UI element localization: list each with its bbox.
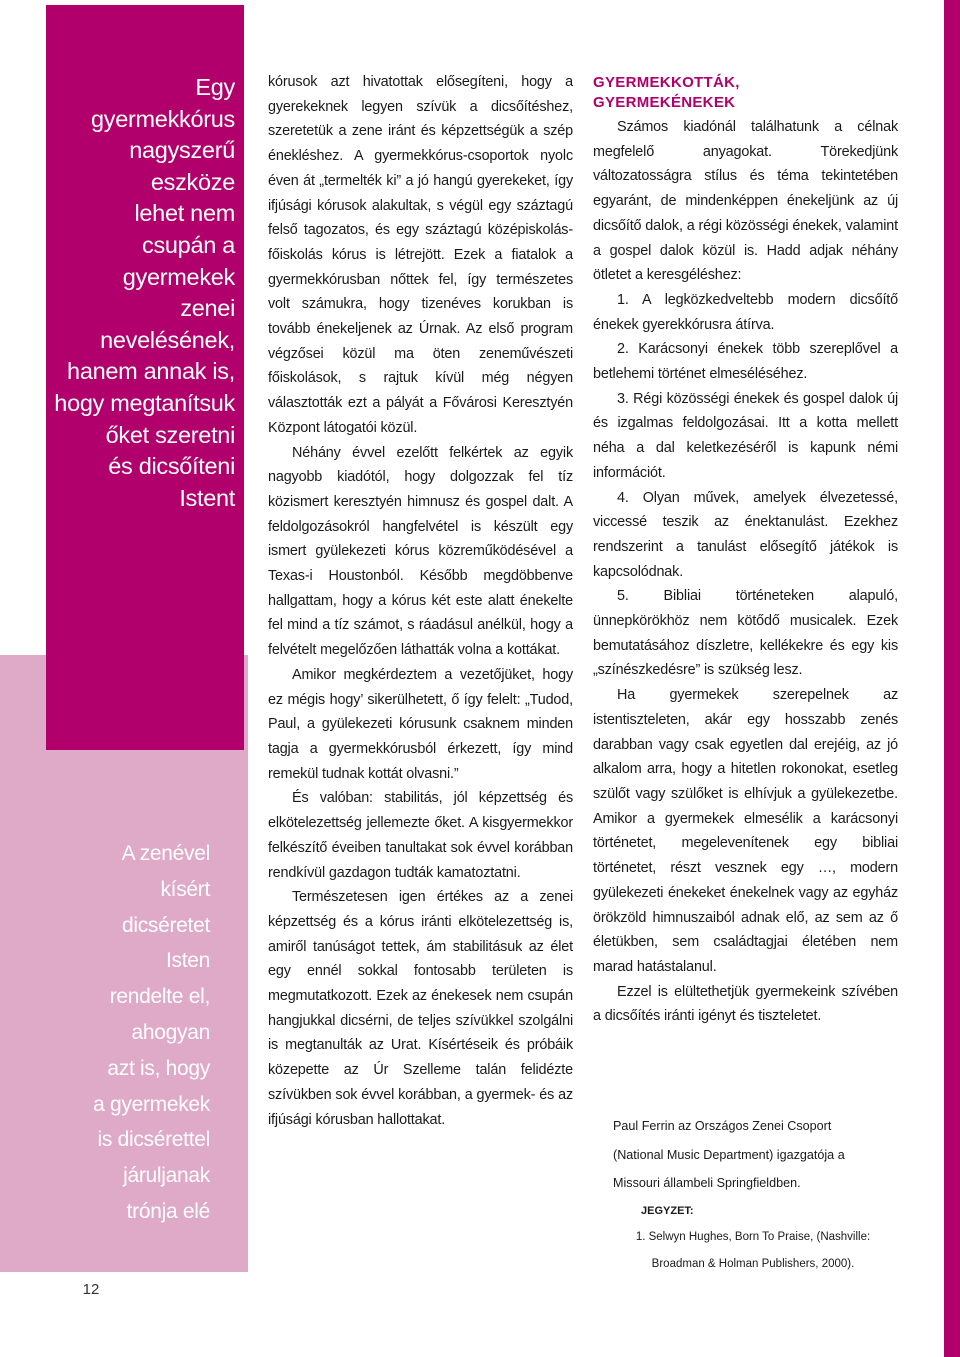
note-title: JEGYZET:	[641, 1205, 694, 1218]
author-bio: Paul Ferrin az Országos Zenei Csoport (National Music Department) igazgatója a Missouri állambeli Springfieldben.	[613, 1119, 845, 1191]
pull-quote-line: gyermekkórus	[91, 105, 235, 132]
body-paragraph: Amikor megkérdeztem a vezetőjüket, hogy ez mégis hogy’ sikerülhetett, ő így felelt: „Tudod, Paul, a gyülekezeti kórusunk csaknem minden tagja a gyermekkórusból érkezett, így mind remekül tudnak kottát olvasni.”	[268, 666, 573, 782]
section-heading-line: GYERMEKÉNEKEK	[593, 94, 736, 111]
pull-quote-line: ahogyan	[131, 1020, 210, 1044]
pull-quote-line: őket szeretni	[105, 421, 235, 448]
pull-quote-line: Isten	[165, 949, 210, 973]
section-heading-line: GYERMEKKOTTÁK,	[593, 74, 740, 91]
pull-quote-line: és dicsőíteni	[108, 453, 235, 480]
body-paragraph: Ezzel is elültethetjük gyermekeink szívében a dicsőítés iránti igényt és tiszteletet.	[593, 983, 898, 1025]
pull-quote-line: Egy	[195, 74, 235, 100]
right-text-column	[593, 73, 898, 1029]
pull-quote-line: járuljanak	[123, 1164, 210, 1188]
list-item: 5. Bibliai történeteken alapuló, ünnepkörökhöz nem kötődő musicalek. Ezek bemutatásához díszletre, kellékekre és egy kis „színészkedésre” is szükség lesz.	[593, 588, 898, 679]
pull-quote-line: is dicsérettel	[97, 1128, 210, 1152]
section-heading	[593, 73, 898, 113]
pull-quote-line: Istent	[179, 484, 235, 511]
pull-quote-line: hanem annak is,	[67, 358, 235, 385]
body-paragraph: kórusok azt hivatottak elősegíteni, hogy a gyerekeknek legyen szívük a dicsőítéshez, szeretetük a zene iránt és képzettségük a szép énekléshez. A gyermekkórus-csoportok nyolc éven át „termelték ki” a jó hangú gyerekeket, így ifjúsági kórusok alakultak, s végül egy száztagú felső tagozatos, és egy száztagú középiskolás-főiskolás kórus is létrejött. Ezek a fiatalok a gyermekkórusban nőttek fel, így természetes volt számukra, hogy tizenéves korukban is tovább énekeljenek az Úrnak. Az első program végzősei közül ma öten zeneművészeti főiskolások, s rajtuk kívül még négyen választották ezt a pályát a Fővárosi Keresztyén Központ látogatói közül.	[268, 74, 573, 436]
author-bio-block	[613, 1112, 883, 1278]
pull-quote-line: nagyszerű	[129, 137, 235, 164]
right-edge-strip	[944, 0, 960, 1357]
middle-text-column	[268, 70, 573, 1132]
list-item: 2. Karácsonyi énekek több szereplővel a betlehemi történet elmeséléséhez.	[593, 341, 898, 383]
body-paragraph: Természetesen igen értékes az a zenei képzettség és a kórus iránti elkötelezettség is, amiről tanúságot tettek, ám stabilitásuk az élet egy ennél sokkal fontosabb területen is megmutatkozott. Ezek az énekesek nem csupán hangjukkal dicsérni, de teljes szívükkel szolgálni is megtanulták az Urat. Kísértéseik és próbáik közepette az Úr Szelleme talán felidézte szívükben sok évvel korábban, a gyermek- és az ifjúsági kórusban hallottakat.	[268, 889, 573, 1128]
body-paragraph: Néhány évvel ezelőtt felkértek az egyik nagyobb kiadótól, hogy dolgozzak fel tíz közismert keresztyén himnusz és gospel dalt. A feldolgozásokról hangfelvétel is készült egy ismert gyülekezeti kórus közreműködésével a Texas-i Houstonból. Később megdöbbenve hallgattam, hogy a kórus két este alatt énekelte fel mind a tíz számot, s ráadásul anélkül, hogy a felvételt megelőzően láthatták volna a kottákat.	[268, 444, 573, 659]
pull-quote-top	[46, 72, 235, 514]
pull-quote-line: azt is, hogy	[107, 1056, 210, 1080]
page-number: 12	[82, 1281, 100, 1298]
pull-quote-line: lehet nem	[134, 200, 235, 227]
pull-quote-line: hogy megtanítsuk	[54, 389, 235, 416]
pull-quote-line: csupán a	[142, 231, 235, 258]
list-item: 3. Régi közösségi énekek és gospel dalok új és izgalmas feldolgozásai. Itt a kotta mellett néha a dal keletkezéséről is kapunk némi információt.	[593, 390, 898, 481]
footnote: 1. Selwyn Hughes, Born To Praise, (Nashville: Broadman & Holman Publishers, 2000).	[635, 1231, 871, 1271]
list-item: 1. A legközkedveltebb modern dicsőítő énekek gyerekkórusra átírva.	[593, 291, 898, 333]
pull-quote-line: A zenével	[121, 842, 210, 865]
pull-quote-line: rendelte el,	[109, 985, 210, 1009]
pull-quote-line: a gyermekek	[93, 1092, 210, 1116]
pull-quote-line: zenei	[180, 295, 235, 322]
list-item: 4. Olyan művek, amelyek élvezetessé, viccessé teszik az énektanulást. Ezekhez rendszerint a tanulást elősegítő játékok is kapcsolódnak.	[593, 489, 898, 580]
body-paragraph: Ha gyermekek szerepelnek az istentiszteleten, akár egy hosszabb zenés darabban vagy csak egyetlen dal erejéig, az jó alkalom arra, hogy a hitetlen rokonokat, esetleg szülőt vagy szülőket is elhívjuk a gyülekezetbe. Amikor a gyermekek elmesélik a karácsonyi történetet, megelevenítenek egy bibliai történetet, részt vesznek egy …, modern gyülekezeti énekeket énekelnek vagy az egyház örökzöld himnuszaiból adnak elő, az sem az ő életükben, sem családtagjai életében nem marad hatástalanul.	[593, 687, 898, 975]
intro-paragraph: Számos kiadónál találhatunk a célnak megfelelő anyagokat. Törekedjünk változatosságra stílus és téma tekintetében egyaránt, de mindenképpen énekeljünk az új dicsőítő dalok, a régi közösségi énekek, valamint a gospel dalok közül is. Hadd adjak néhány ötletet a keresgéléshez:	[593, 119, 898, 284]
pull-quote-line: trónja elé	[126, 1199, 210, 1223]
pull-quote-line: nevelésének,	[100, 326, 235, 353]
pull-quote-line: kísért	[160, 877, 210, 901]
pull-quote-line: dicséretet	[121, 913, 210, 937]
pull-quote-bottom	[60, 836, 210, 1230]
pull-quote-line: gyermekek	[122, 263, 235, 290]
body-paragraph: És valóban: stabilitás, jól képzettség és elkötelezettség jellemezte őket. A kisgyermekkor felkészítő éveiben tanultakat sok évvel korábban rendkívül gazdagon tudták kamatoztatni.	[268, 790, 573, 881]
pull-quote-line: eszköze	[150, 168, 235, 195]
